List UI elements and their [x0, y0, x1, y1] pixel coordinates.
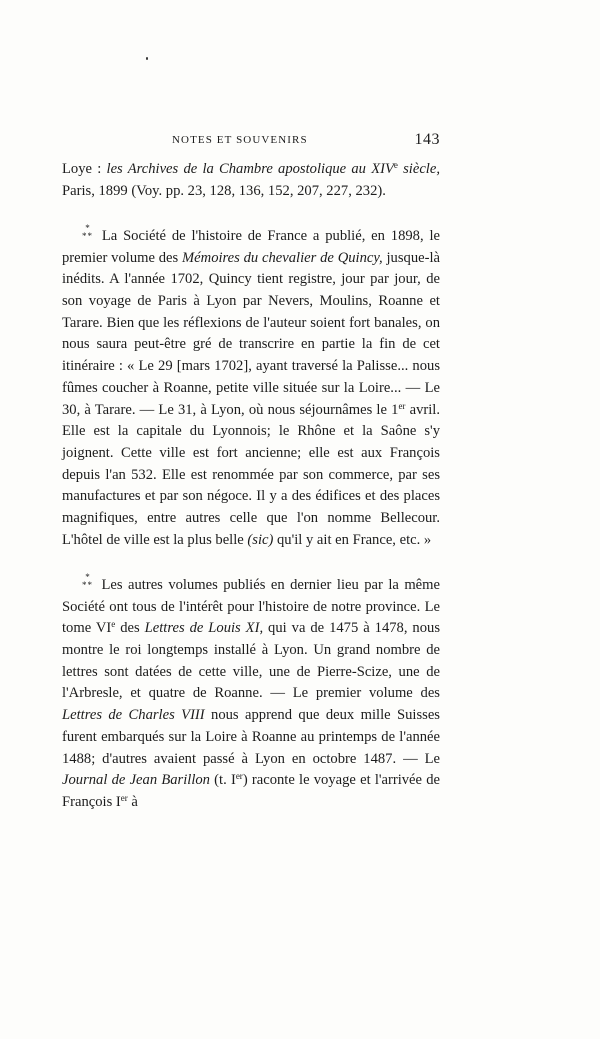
text-run: à	[127, 793, 138, 810]
text-run: Paris, 1899 (Voy. pp. 23, 128, 136, 152, 207, 227, 232).	[62, 182, 386, 199]
paragraph-2	[62, 224, 440, 552]
italic-title: siècle,	[397, 161, 440, 177]
asterism-icon: * **	[82, 571, 93, 590]
superscript: er	[235, 771, 243, 782]
text-run: (t. I	[209, 772, 236, 789]
body-text	[62, 159, 440, 814]
text-run: avril. Elle est la capitale du Lyonnois; le Rhône et la Saône s'y joignent. Cette ville est fort ancienne; elle est aux François depuis l'an 532. Elle est renommée par son commerce, par ses manufactures et par son négoce. Il y a des édifices et des places magnifiques, entre autres celle que l'on nomme Bellecour. L'hôtel de ville est la plus belle	[62, 401, 440, 548]
text-run: Les autres volumes publiés en dernier lieu par la même Société ont tous de l'intérêt pour l'histoire de notre province. Le tome VI	[62, 576, 440, 637]
running-title: NOTES ET SOUVENIRS	[172, 134, 308, 146]
paragraph-3	[62, 573, 440, 814]
superscript: er	[120, 792, 128, 803]
text-run: qu'il y ait en France, etc. »	[273, 531, 432, 548]
text-run: La Société de l'histoire de France a publié, en 1898, le premier volume des	[62, 227, 440, 266]
superscript: e	[111, 619, 116, 630]
text-run: ) raconte le voyage et l'arrivée de François I	[62, 772, 440, 810]
text-run: nous apprend que deux mille Suisses furent embarqués sur la Loire à Roanne au printemps de l'année 1488; d'autres avaient passé à Lyon en octobre 1487. — Le	[62, 707, 440, 767]
text-run: qui va de 1475 à 1478, nous montre le roi longtemps installé à Lyon. Un grand nombre de lettres sont datées de cette ville, une de Pierre-Scize, une de l'Arbresle, et quatre de Roanne. — Le premier volume des	[62, 620, 440, 702]
text-run: des	[115, 620, 145, 637]
superscript: e	[393, 160, 398, 170]
ink-speck	[146, 57, 148, 60]
text-run: Loye :	[62, 161, 107, 177]
asterism-icon: * **	[82, 222, 93, 241]
italic-title: Lettres de Louis XI,	[144, 620, 264, 637]
running-head	[62, 131, 440, 154]
italic-title: Journal de Jean Barillon	[62, 772, 210, 789]
paragraph-1	[62, 159, 440, 202]
italic-title: les Archives de la Chambre apostolique au XIV	[106, 161, 394, 177]
italic-note: (sic)	[247, 531, 274, 548]
text-run: jusque-là inédits. A l'année 1702, Quincy tient registre, jour par jour, de son voyage de Paris à Lyon par Nevers, Moulins, Roanne et Tarare. Bien que les réflexions de l'auteur soient fort banales, on nous saura peut-être gré de transcrire en partie la fin de cet itinéraire : « Le 29 [mars 1702], ayant traversé la Palisse... nous fûmes coucher à Roanne, petite ville située sur la Loire... — Le 30, à Tarare. — Le 31, à Lyon, où nous séjournâmes le 1	[62, 249, 440, 418]
italic-title: Mémoires du chevalier de Quincy,	[182, 249, 383, 266]
page-number: 143	[414, 131, 440, 148]
italic-title: Lettres de Charles VIII	[62, 707, 205, 724]
superscript: er	[398, 400, 406, 411]
